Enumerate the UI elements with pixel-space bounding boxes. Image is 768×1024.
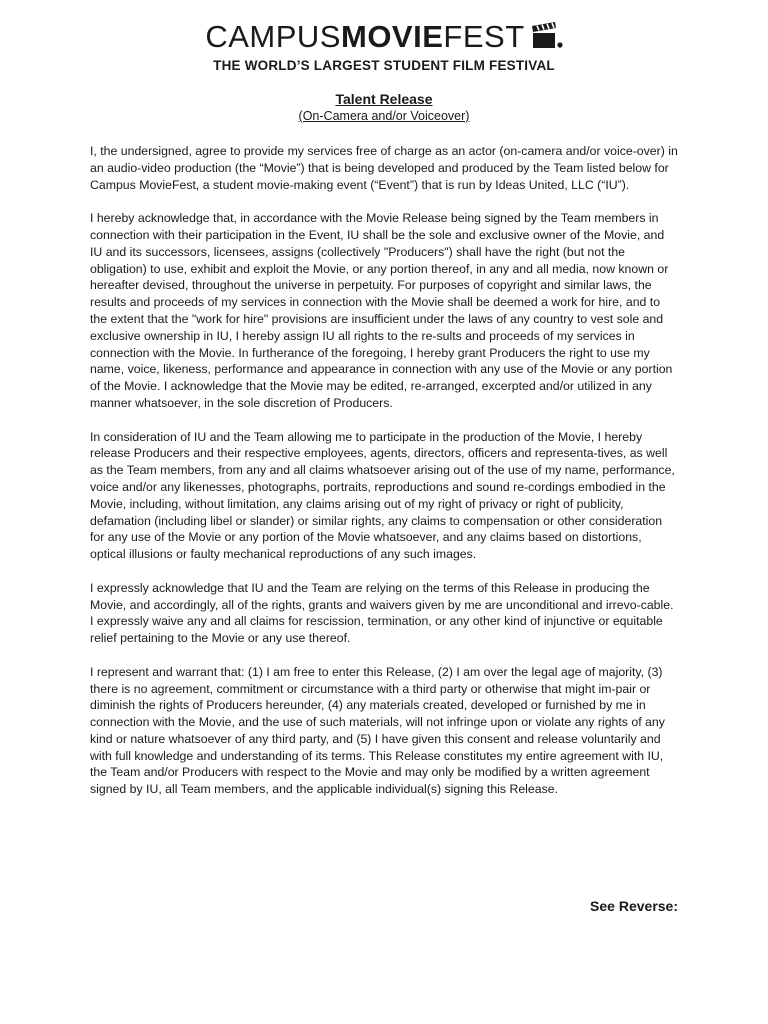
paragraph-service-agreement: I, the undersigned, agree to provide my services free of charge as an actor (on-camera and/or voice-over) in an audio-video production (the “Movie”) that is being developed and produced by the Team listed below for Campus MovieFest, a student movie-making event (“Event”) that is run by Ideas United, LLC (“IU”). (90, 144, 678, 192)
logo-tagline: THE WORLD’S LARGEST STUDENT FILM FESTIVAL (213, 58, 555, 73)
document-heading (0, 90, 768, 124)
paragraph-ownership-rights: I hereby acknowledge that, in accordance with the Movie Release being signed by the Team members in connection with their participation in the Event, IU shall be the sole and exclusive owner of the Movie, and IU and its successors, licensees, assigns (collectively "Producers") shall have the right (but not the obligation) to use, exhibit and exploit the Movie, or any portion thereof, in any and all media, now known or hereafter devised, throughout the universe in perpetuity. For purposes of copyright and similar laws, the results and proceeds of my services in connection with the Movie shall be deemed a work for hire, and to the extent that the "work for hire" provisions are insufficient under the laws of any country to vest sole and exclusive ownership in IU, I hereby assign IU all rights to the re-sults and proceeds of my services in connection with the Movie. In furtherance of the foregoing, I hereby grant Producers the right to use my name, voice, likeness, performance and appearance in connection with any use of the Movie or any portion of the Movie. I acknowledge that the Movie may be edited, re-arranged, excerpted and/or utilized in any manner whatsoever, in the sole discretion of Producers. (90, 211, 673, 410)
see-reverse-note: See Reverse: (590, 898, 678, 914)
paragraph-release-of-claims: In consideration of IU and the Team allowing me to participate in the production of the Movie, I hereby release Producers and their respective employees, agents, directors, officers and representa-tives, as well as the Team members, from any and all claims whatsoever arising out of the use of my name, performance, voice and/or any likenesses, photographs, portraits, reproductions and sound re-cordings embodied in the Movie, including, without limitation, any claims arising out of my right of privacy or right of publicity, defamation (including libel or slander) or similar rights, any claims to compensation or other consideration for any use of the Movie or any portion of the Movie whatsoever, and any claims based on distortions, optical illusions or faulty mechanical reproductions of any such images. (90, 429, 675, 562)
release-body (90, 143, 678, 815)
clapperboard-icon (531, 22, 563, 57)
logo-word-movie: MOVIE (341, 19, 444, 54)
paragraph-acknowledgement: I expressly acknowledge that IU and the Team are relying on the terms of this Release in producing the Movie, and accordingly, all of the rights, grants and waivers given by me are unconditional and irrevo-cable. I expressly waive any and all claims for rescission, termination, or any other kind of injunctive or equitable relief pertaining to the Movie or any use thereof. (90, 580, 674, 646)
campus-moviefest-logo (0, 20, 768, 73)
paragraph-representations: I represent and warrant that: (1) I am free to enter this Release, (2) I am over the legal age of majority, (3) there is no agreement, commitment or circumstance with a third party or otherwise that might im-pair or diminish the rights of Producers hereunder, (4) any materials created, developed or furnished by me in connection with the Movie, and the use of such materials, will not infringe upon or violate any rights of any kind or nature whatsoever of any third party, and (5) I have given this consent and release voluntarily and with full knowledge and understanding of its terms. This Release constitutes my entire agreement with IU, the Team and/or Producers with respect to the Movie and may only be modified by a written agreement signed by IU, all Team members, and the applicable individual(s) signing this Release. (90, 664, 665, 797)
page-title: Talent Release (335, 91, 433, 107)
logo-word-fest: FEST (443, 19, 525, 54)
logo-wordmark (0, 20, 768, 57)
page-subtitle: (On-Camera and/or Voiceover) (298, 109, 470, 123)
logo-word-campus: CAMPUS (205, 19, 341, 54)
